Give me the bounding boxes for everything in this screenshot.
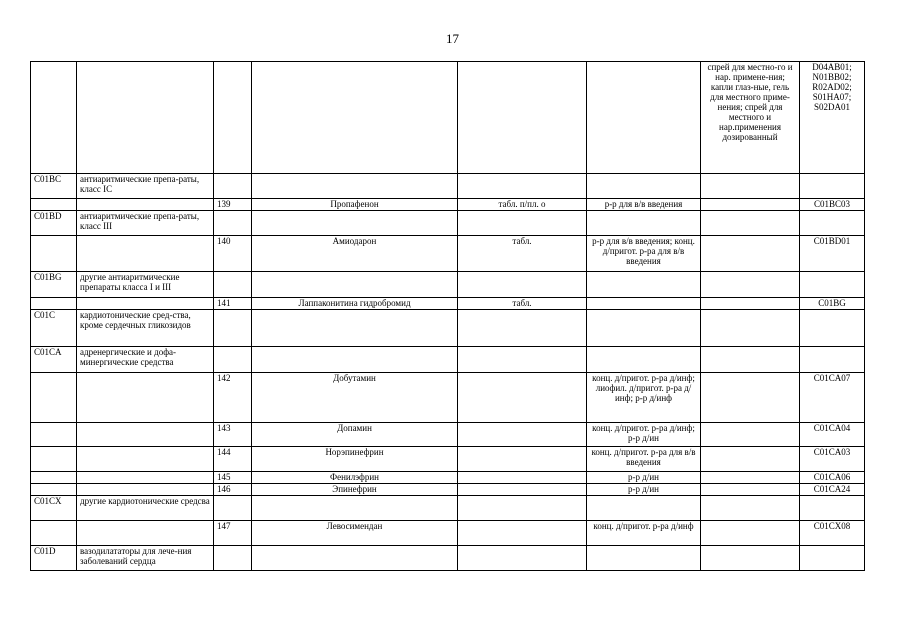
table-row: [31, 199, 865, 211]
dosage-form-cell: [458, 521, 587, 546]
dosage-form-cell: табл.: [458, 298, 587, 310]
atc-code-cell: C01CX08: [800, 521, 865, 546]
dosage-form-extra-cell: [587, 310, 701, 347]
atc-group-code-cell: [31, 199, 77, 211]
drug-name-cell: Добутамин: [252, 373, 458, 423]
drug-name-cell: Допамин: [252, 423, 458, 447]
dosage-form-cell: [458, 347, 587, 373]
additional-form-cell: [701, 298, 800, 310]
additional-form-cell: [701, 272, 800, 298]
dosage-form-extra-cell: [587, 272, 701, 298]
table-row: [31, 447, 865, 472]
drug-name-cell: [252, 347, 458, 373]
group-name-cell: [77, 521, 214, 546]
drug-name-cell: Амиодарон: [252, 236, 458, 272]
atc-group-code-cell: [31, 373, 77, 423]
group-name-cell: [77, 472, 214, 484]
additional-form-cell: [701, 546, 800, 571]
table-row: [31, 310, 865, 347]
dosage-form-extra-cell: конц. д/пригот. р-ра д/инф: [587, 521, 701, 546]
group-name-cell: [77, 236, 214, 272]
drug-name-cell: [252, 546, 458, 571]
dosage-form-extra-cell: р-р д/ин: [587, 472, 701, 484]
dosage-form-extra-cell: [587, 347, 701, 373]
additional-form-cell: [701, 423, 800, 447]
drug-name-cell: Левосимендан: [252, 521, 458, 546]
atc-group-code-cell: C01BC: [31, 174, 77, 199]
dosage-form-extra-cell: р-р д/ин: [587, 484, 701, 496]
atc-group-code-cell: C01CA: [31, 347, 77, 373]
atc-code-cell: [800, 211, 865, 236]
number-cell: 142: [214, 373, 252, 423]
dosage-form-cell: [458, 174, 587, 199]
group-name-cell: адренергические и дофа-минергические средства: [77, 347, 214, 373]
drug-name-cell: Пропафенон: [252, 199, 458, 211]
dosage-form-extra-cell: конц. д/пригот. р-ра д/инф; р-р д/ин: [587, 423, 701, 447]
atc-group-code-cell: [31, 298, 77, 310]
drug-name-cell: [252, 272, 458, 298]
drug-table: [30, 61, 865, 571]
table-row: [31, 521, 865, 546]
table-row: [31, 174, 865, 199]
number-cell: 147: [214, 521, 252, 546]
table-row: [31, 347, 865, 373]
number-cell: [214, 496, 252, 521]
additional-form-cell: [701, 373, 800, 423]
number-cell: [214, 347, 252, 373]
atc-group-code-cell: [31, 472, 77, 484]
number-cell: 145: [214, 472, 252, 484]
additional-form-cell: [701, 211, 800, 236]
atc-group-code-cell: C01C: [31, 310, 77, 347]
dosage-form-cell: [458, 310, 587, 347]
dosage-form-extra-cell: [587, 211, 701, 236]
atc-group-code-cell: [31, 423, 77, 447]
table-row: [31, 472, 865, 484]
number-cell: [214, 174, 252, 199]
atc-group-code-cell: C01CX: [31, 496, 77, 521]
number-cell: [214, 62, 252, 174]
group-name-cell: [77, 199, 214, 211]
atc-group-code-cell: C01D: [31, 546, 77, 571]
atc-group-code-cell: [31, 62, 77, 174]
atc-group-code-cell: C01BD: [31, 211, 77, 236]
atc-code-cell: [800, 310, 865, 347]
table-row: [31, 62, 865, 174]
additional-form-cell: [701, 521, 800, 546]
dosage-form-cell: [458, 62, 587, 174]
additional-form-cell: [701, 199, 800, 211]
atc-group-code-cell: C01BG: [31, 272, 77, 298]
table-row: [31, 484, 865, 496]
additional-form-cell: [701, 472, 800, 484]
additional-form-cell: [701, 447, 800, 472]
atc-code-cell: [800, 174, 865, 199]
group-name-cell: [77, 484, 214, 496]
dosage-form-cell: [458, 447, 587, 472]
dosage-form-extra-cell: конц. д/пригот. р-ра для в/в введения: [587, 447, 701, 472]
drug-name-cell: [252, 496, 458, 521]
additional-form-cell: [701, 484, 800, 496]
dosage-form-cell: [458, 496, 587, 521]
dosage-form-cell: [458, 472, 587, 484]
group-name-cell: [77, 62, 214, 174]
number-cell: [214, 211, 252, 236]
dosage-form-extra-cell: р-р для в/в введения: [587, 199, 701, 211]
atc-group-code-cell: [31, 484, 77, 496]
additional-form-cell: [701, 174, 800, 199]
additional-form-cell: [701, 310, 800, 347]
atc-code-cell: [800, 347, 865, 373]
group-name-cell: другие кардиотонические средсва: [77, 496, 214, 521]
number-cell: 144: [214, 447, 252, 472]
dosage-form-cell: [458, 423, 587, 447]
drug-name-cell: Лаппаконитина гидробромид: [252, 298, 458, 310]
dosage-form-extra-cell: конц. д/пригот. р-ра д/инф; лиофил. д/пригот. р-ра д/инф; р-р д/инф: [587, 373, 701, 423]
drug-name-cell: Фенилэфрин: [252, 472, 458, 484]
atc-code-cell: C01CA07: [800, 373, 865, 423]
dosage-form-extra-cell: [587, 496, 701, 521]
number-cell: 143: [214, 423, 252, 447]
drug-name-cell: [252, 174, 458, 199]
atc-group-code-cell: [31, 447, 77, 472]
dosage-form-cell: табл.: [458, 236, 587, 272]
atc-group-code-cell: [31, 236, 77, 272]
atc-code-cell: C01CA03: [800, 447, 865, 472]
atc-group-code-cell: [31, 521, 77, 546]
dosage-form-cell: [458, 272, 587, 298]
group-name-cell: вазодилататоры для лече-ния заболеваний сердца: [77, 546, 214, 571]
number-cell: [214, 310, 252, 347]
table-row: [31, 298, 865, 310]
additional-form-cell: [701, 496, 800, 521]
table-row: [31, 211, 865, 236]
group-name-cell: [77, 423, 214, 447]
drug-name-cell: Эпинефрин: [252, 484, 458, 496]
atc-code-cell: C01BC03: [800, 199, 865, 211]
number-cell: 139: [214, 199, 252, 211]
atc-code-cell: [800, 272, 865, 298]
number-cell: 146: [214, 484, 252, 496]
atc-code-cell: D04AB01; N01BB02; R02AD02; S01HA07; S02DA01: [800, 62, 865, 174]
group-name-cell: другие антиаритмические препараты класса I и III: [77, 272, 214, 298]
dosage-form-extra-cell: [587, 298, 701, 310]
number-cell: [214, 546, 252, 571]
drug-name-cell: [252, 211, 458, 236]
group-name-cell: [77, 373, 214, 423]
dosage-form-cell: [458, 373, 587, 423]
atc-code-cell: C01CA04: [800, 423, 865, 447]
drug-name-cell: Норэпинефрин: [252, 447, 458, 472]
table-row: [31, 373, 865, 423]
drug-table-body: [31, 62, 865, 571]
atc-code-cell: C01BD01: [800, 236, 865, 272]
additional-form-cell: спрей для местно-го и нар. примене-ния; капли глаз-ные, гель для местного приме-нения; спрей для местного и нар.применения дозированный: [701, 62, 800, 174]
group-name-cell: [77, 298, 214, 310]
drug-name-cell: [252, 310, 458, 347]
additional-form-cell: [701, 236, 800, 272]
atc-code-cell: [800, 546, 865, 571]
table-row: [31, 236, 865, 272]
dosage-form-extra-cell: [587, 174, 701, 199]
number-cell: 140: [214, 236, 252, 272]
group-name-cell: антиаритмические препа-раты, класс IC: [77, 174, 214, 199]
atc-code-cell: C01BG: [800, 298, 865, 310]
atc-code-cell: C01CA24: [800, 484, 865, 496]
dosage-form-cell: [458, 546, 587, 571]
number-cell: [214, 272, 252, 298]
number-cell: 141: [214, 298, 252, 310]
table-row: [31, 496, 865, 521]
group-name-cell: [77, 447, 214, 472]
table-row: [31, 272, 865, 298]
atc-code-cell: [800, 496, 865, 521]
additional-form-cell: [701, 347, 800, 373]
dosage-form-cell: [458, 211, 587, 236]
table-row: [31, 546, 865, 571]
dosage-form-cell: табл. п/пл. о: [458, 199, 587, 211]
dosage-form-extra-cell: [587, 546, 701, 571]
group-name-cell: антиаритмические препа-раты, класс III: [77, 211, 214, 236]
dosage-form-extra-cell: р-р для в/в введения; конц. д/пригот. р-ра для в/в введения: [587, 236, 701, 272]
table-row: [31, 423, 865, 447]
atc-code-cell: C01CA06: [800, 472, 865, 484]
dosage-form-extra-cell: [587, 62, 701, 174]
page-number: 17: [446, 31, 459, 46]
drug-name-cell: [252, 62, 458, 174]
dosage-form-cell: [458, 484, 587, 496]
group-name-cell: кардиотонические сред-ства, кроме сердечных гликозидов: [77, 310, 214, 347]
